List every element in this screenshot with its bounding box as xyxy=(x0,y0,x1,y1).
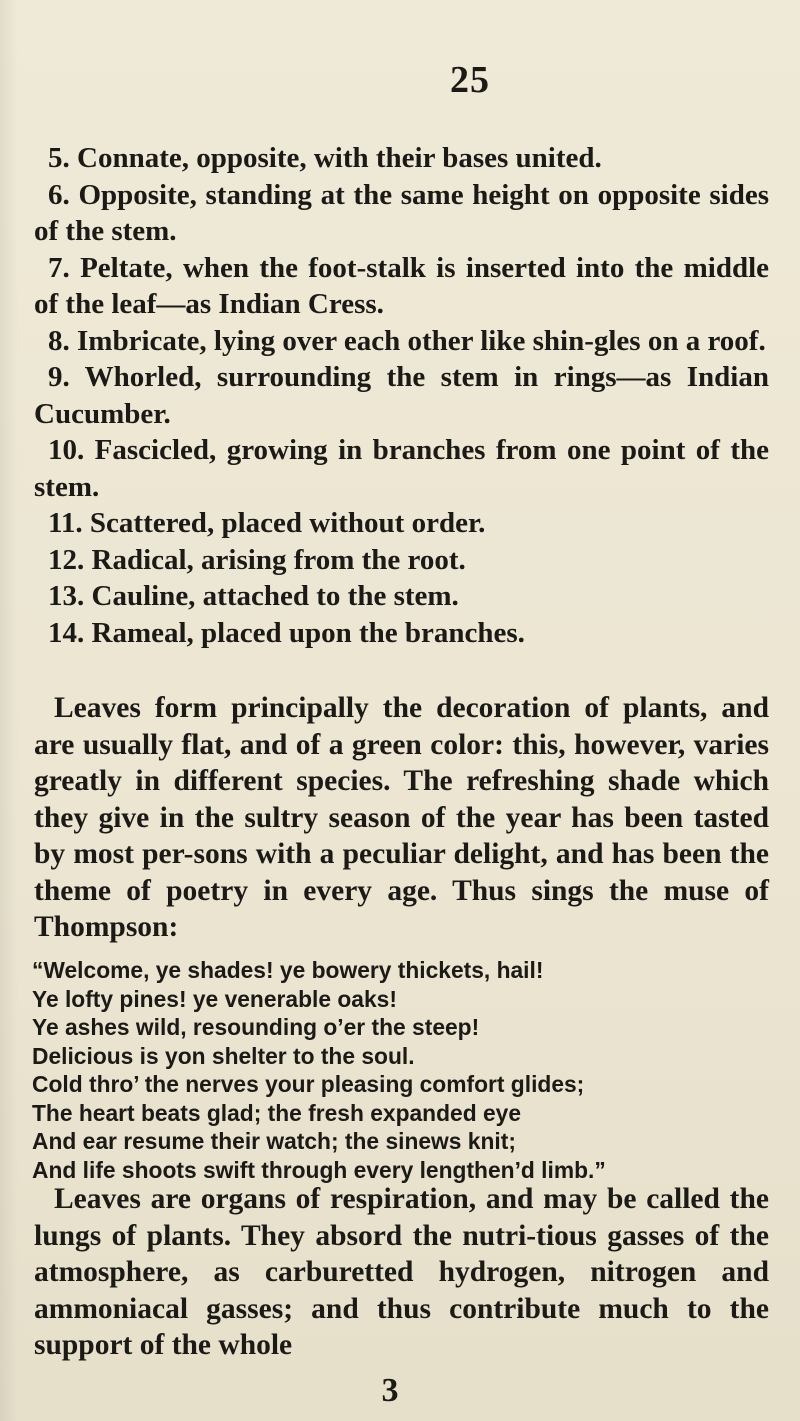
list-item-number: 12. xyxy=(48,543,85,576)
poem-line: “Welcome, ye shades! ye bowery thickets, hail! xyxy=(32,957,544,983)
signature-mark: 3 xyxy=(381,1372,399,1409)
poem-quotation xyxy=(32,956,777,1184)
list-item-number: 5. xyxy=(48,142,70,174)
list-item xyxy=(34,615,769,652)
list-item-text: Opposite, standing at the same height on opposite sides of the stem. xyxy=(34,178,770,247)
page-number: 25 xyxy=(450,59,490,101)
paragraph-leaves-respiration: Leaves are organs of respiration, and may be called the lungs of plants. They absord the nutri-tious gasses of the atmosphere, as carburetted hydrogen, nitrogen and ammoniacal gasses; and thus contribute much to the support of the whole xyxy=(34,1183,769,1361)
list-item-text: Peltate, when the foot-stalk is inserted into the middle of the leaf—as Indian Cress. xyxy=(34,251,770,320)
list-item-number: 9. xyxy=(48,361,70,393)
list-item-number: 13. xyxy=(48,580,85,612)
list-item-text: Fascicled, growing in branches from one point of the stem. xyxy=(34,434,769,503)
list-item xyxy=(34,140,769,177)
poem-line: Ye ashes wild, resounding o’er the steep! xyxy=(32,1014,480,1040)
list-item-text: Cauline, attached to the stem. xyxy=(91,580,459,612)
list-item-text: Radical, arising from the root. xyxy=(91,543,466,576)
poem-line: Cold thro’ the nerves your pleasing comfort glides; xyxy=(32,1071,585,1097)
list-item-text: Scattered, placed without order. xyxy=(89,507,486,539)
list-item xyxy=(34,505,769,542)
paragraph-leaves-decoration: Leaves form principally the decoration of plants, and are usually flat, and of a green color: this, however, varies greatly in different species. The refreshing shade which they give in the sultry season of the year has been tasted by most per-sons with a peculiar delight, and has been the theme of poetry in every age. Thus sings the muse of Thompson: xyxy=(34,692,769,943)
list-item-number: 14. xyxy=(48,616,85,649)
list-item xyxy=(34,323,769,360)
list-item xyxy=(34,578,769,615)
list-item xyxy=(34,542,769,579)
list-item-text: Connate, opposite, with their bases united. xyxy=(77,142,602,174)
poem-line: Ye lofty pines! ye venerable oaks! xyxy=(32,985,397,1012)
poem-line: And ear resume their watch; the sinews knit; xyxy=(32,1128,516,1154)
list-item xyxy=(34,432,769,505)
list-item-text: Imbricate, lying over each other like shin-gles on a roof. xyxy=(77,324,766,357)
poem-line: The heart beats glad; the fresh expanded eye xyxy=(32,1099,522,1126)
list-item-number: 6. xyxy=(48,178,70,211)
list-item xyxy=(34,359,769,432)
list-item-number: 10. xyxy=(48,434,85,466)
list-item-number: 11. xyxy=(48,507,83,539)
poem-line: Delicious is yon shelter to the soul. xyxy=(32,1042,415,1069)
list-item-number: 7. xyxy=(48,251,70,284)
list-item-text: Rameal, placed upon the branches. xyxy=(91,616,525,649)
list-item-text: Whorled, surrounding the stem in rings—as Indian Cucumber. xyxy=(34,361,769,430)
poem-line: And life shoots swift through every lengthen’d limb.” xyxy=(32,1156,606,1183)
list-item xyxy=(34,250,769,323)
leaf-arrangement-list xyxy=(34,140,769,651)
list-item-number: 8. xyxy=(48,324,70,357)
list-item xyxy=(34,177,769,250)
